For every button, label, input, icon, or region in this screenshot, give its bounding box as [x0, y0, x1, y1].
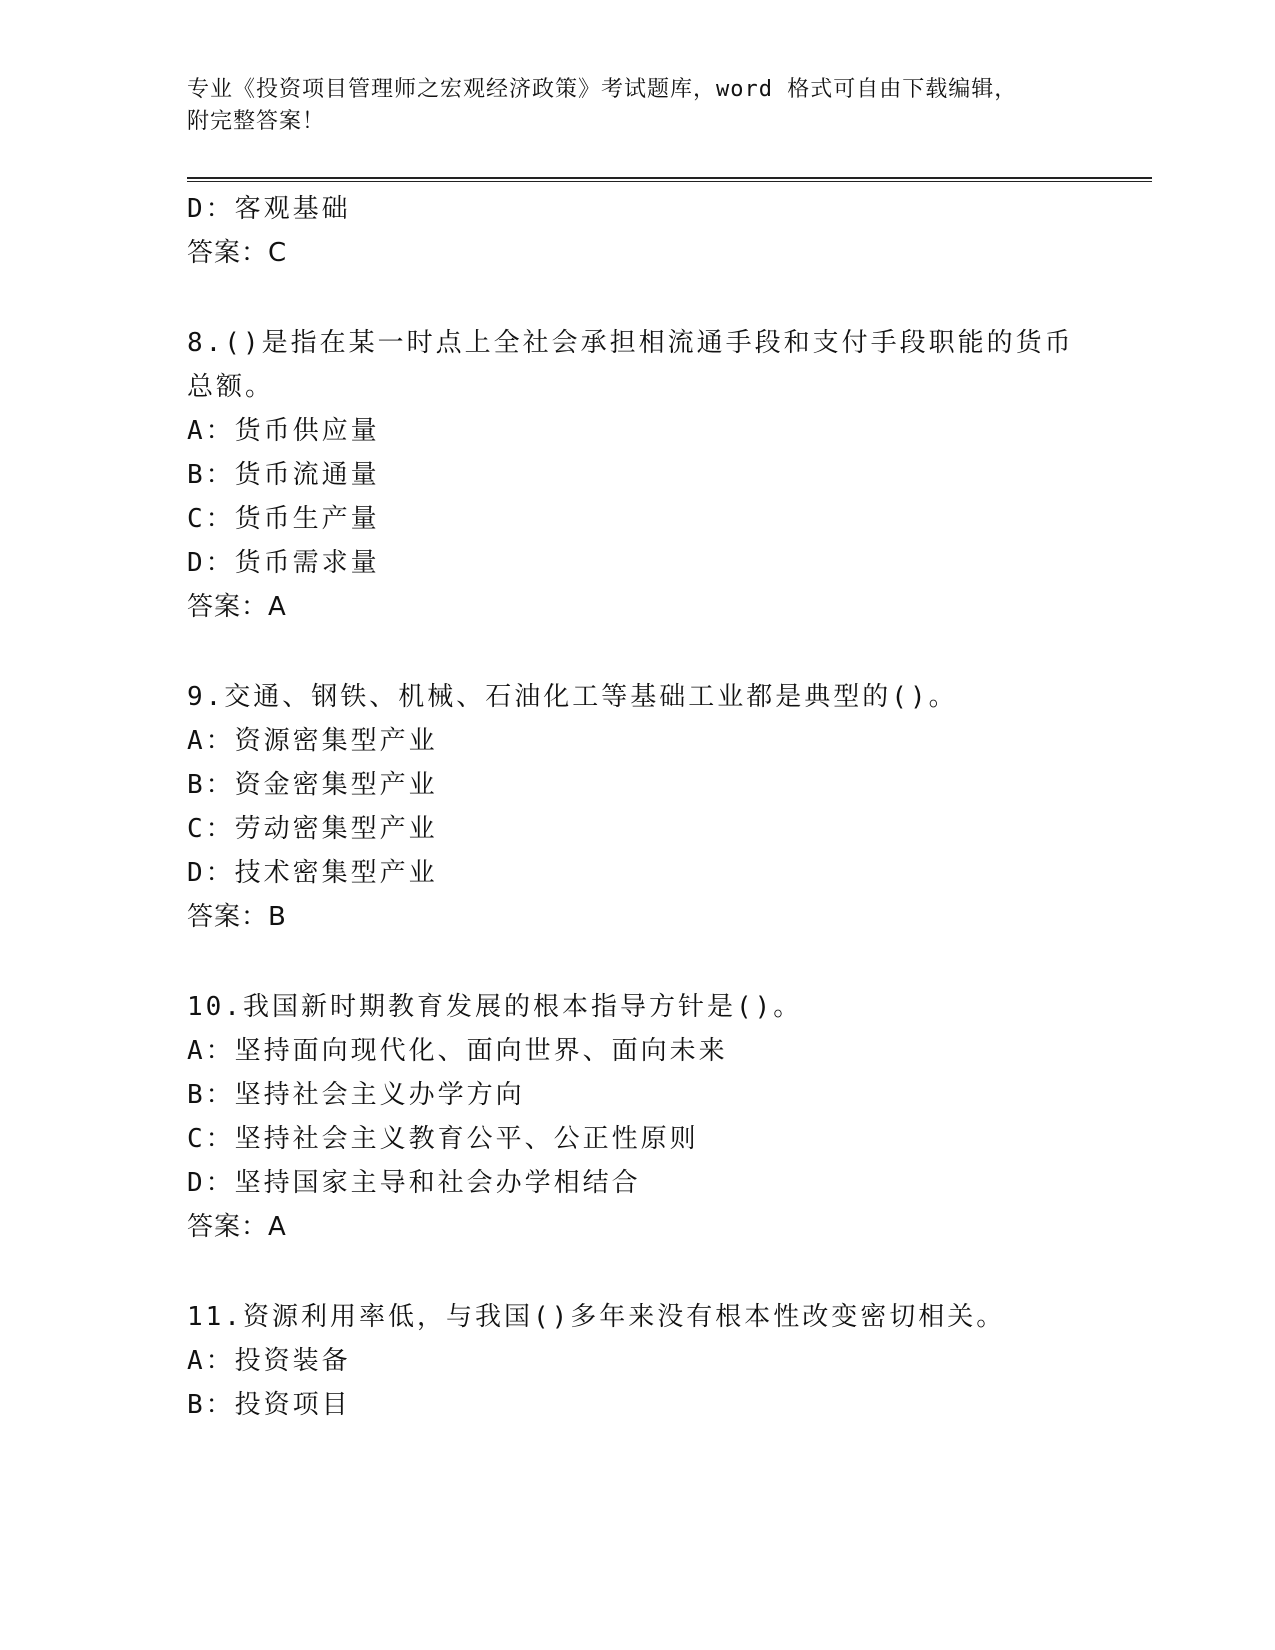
- q8-option-b: B：货币流通量: [187, 460, 380, 490]
- q10-option-c: C：坚持社会主义教育公平、公正性原则: [187, 1124, 699, 1154]
- q8-stem-line-2: 总额。: [187, 372, 275, 402]
- q10-option-b: B：坚持社会主义办学方向: [187, 1080, 525, 1110]
- prev-answer: 答案：C: [187, 238, 288, 268]
- q9-answer: 答案：B: [187, 902, 287, 932]
- q8-stem-line-1: 8.()是指在某一时点上全社会承担相流通手段和支付手段职能的货币: [187, 328, 1074, 358]
- q9-option-d: D：技术密集型产业: [187, 858, 438, 888]
- q8-option-d: D：货币需求量: [187, 548, 380, 578]
- header-line-1: 专业《投资项目管理师之宏观经济政策》考试题库，word 格式可自由下载编辑，: [187, 77, 1018, 102]
- q9-stem: 9.交通、钢铁、机械、石油化工等基础工业都是典型的()。: [187, 682, 958, 712]
- q8-answer: 答案：A: [187, 592, 287, 622]
- header-divider: [187, 177, 1152, 179]
- q8-option-a: A：货币供应量: [187, 416, 380, 446]
- q10-option-d: D：坚持国家主导和社会办学相结合: [187, 1168, 641, 1198]
- q9-option-c: C：劳动密集型产业: [187, 814, 438, 844]
- q10-stem: 10.我国新时期教育发展的根本指导方针是()。: [187, 992, 803, 1022]
- q10-answer: 答案：A: [187, 1212, 287, 1242]
- q11-stem: 11.资源利用率低，与我国()多年来没有根本性改变密切相关。: [187, 1302, 1006, 1332]
- q8-option-c: C：货币生产量: [187, 504, 380, 534]
- q9-option-b: B：资金密集型产业: [187, 770, 438, 800]
- header-divider-thin: [187, 181, 1152, 182]
- q11-option-a: A：投资装备: [187, 1346, 351, 1376]
- prev-option-d: D：客观基础: [187, 194, 351, 224]
- q9-option-a: A：资源密集型产业: [187, 726, 438, 756]
- document-header: [187, 74, 1087, 138]
- q10-option-a: A：坚持面向现代化、面向世界、面向未来: [187, 1036, 728, 1066]
- header-line-2: 附完整答案！: [187, 109, 326, 134]
- q11-option-b: B：投资项目: [187, 1390, 351, 1420]
